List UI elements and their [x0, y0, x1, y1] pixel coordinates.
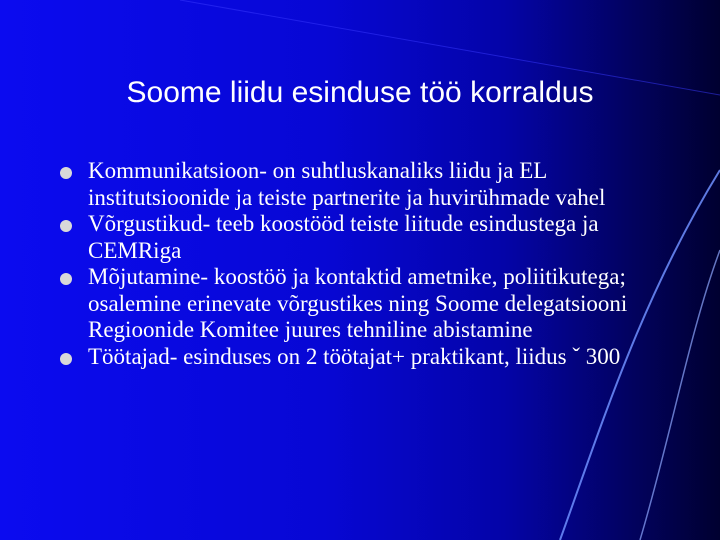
- bullet-dot-icon: [60, 220, 72, 232]
- bullet-text: Kommunikatsioon- on suhtluskanaliks liidu ja EL institutsioonide ja teiste partnerite ja huvirühmade vahel: [88, 158, 606, 210]
- slide-title: Soome liidu esinduse töö korraldus: [126, 76, 594, 109]
- bullet-text: Töötajad- esinduses on 2 töötajat+ praktikant, liidus ˇ 300: [88, 343, 621, 369]
- bullet-item-tootajad: [60, 344, 670, 371]
- bullet-text: Mõjutamine- koostöö ja kontaktid ametnike, poliitikutega; osalemine erinevate võrgustikes ning Soome delegatsiooni Regioonide Komitee juures tehniline abistamine: [88, 264, 628, 342]
- bullet-dot-icon: [60, 353, 72, 365]
- bullet-dot-icon: [60, 167, 72, 179]
- bullet-list: [60, 158, 670, 370]
- bullet-item-mojutamine: [60, 264, 670, 344]
- bullet-text: Võrgustikud- teeb koostööd teiste liitude esindustega ja CEMRiga: [88, 211, 599, 263]
- bullet-item-kommunikatsioon: [60, 158, 670, 211]
- bullet-item-vorgustikud: [60, 211, 670, 264]
- bullet-dot-icon: [60, 273, 72, 285]
